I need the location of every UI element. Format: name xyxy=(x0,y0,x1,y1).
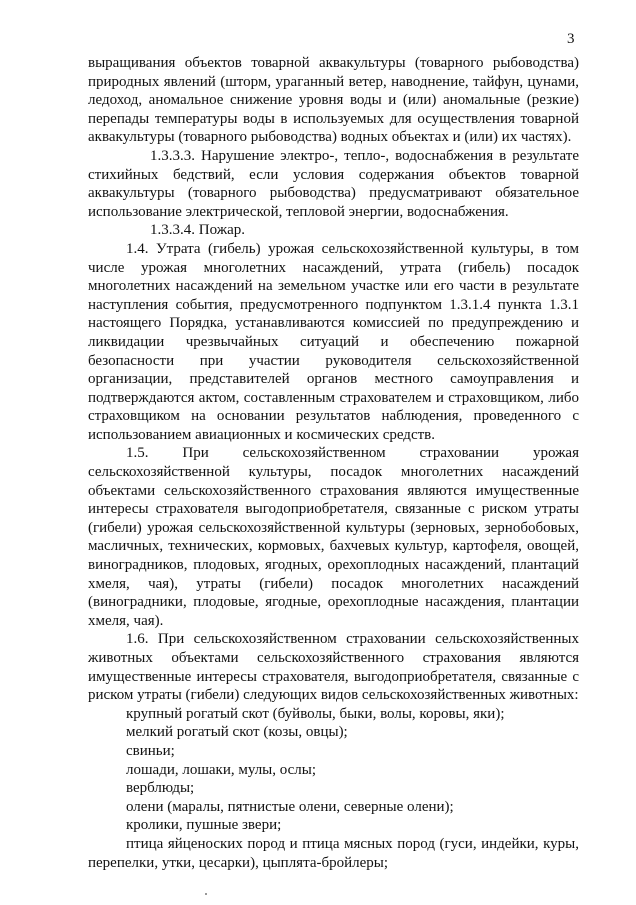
paragraph-1-3-3-4: 1.3.3.4. Пожар. xyxy=(150,222,245,239)
paragraph-1-3-3-3: 1.3.3.3. Нарушение электро-, тепло-, водоснабжения в результате стихийных бедствий, если условия содержания объектов товарной аквакультуры (товарного рыбоводства) предусматривают обязательное использование электрической, тепловой энергии, водоснабжения. xyxy=(88,147,579,220)
animal-list xyxy=(88,705,579,872)
list-item: олени (маралы, пятнистые олени, северные олени); xyxy=(126,798,454,815)
paragraph-1-4: 1.4. Утрата (гибель) урожая сельскохозяйственной культуры, в том числе урожая многолетних насаждений, утрата (гибель) посадок многолетних насаждений на земельном участке или его части в результате наступления события, предусмотренного подпунктом 1.3.1.4 пункта 1.3.1 настоящего Порядка, устанавливаются комиссией по предупреждению и ликвидации чрезвычайных ситуаций и обеспечению пожарной безопасности при участии руководителя сельскохозяйственной организации, представителей органов местного самоуправления и подтверждаются актом, составленным страхователем и страховщиком, либо страховщиком на основании результатов наблюдения, проведенного с использованием авиационных и космических средств. xyxy=(88,240,579,443)
paragraph-continuation: выращивания объектов товарной аквакультуры (товарного рыбоводства) природных явлений (шторм, ураганный ветер, наводнение, тайфун, цунами, ледоход, аномальное снижение уровня воды и (или) аномальные (резкие) перепады температуры воды в используемых для осуществления товарной аквакультуры (товарного рыбоводства) водных объектах и (или) их частях). xyxy=(88,55,579,146)
list-item: верблюды; xyxy=(126,780,195,797)
list-item: мелкий рогатый скот (козы, овцы); xyxy=(126,724,348,741)
paragraph-1-5: 1.5. При сельскохозяйственном страховании урожая сельскохозяйственной культуры, посадок многолетних насаждений объектами сельскохозяйственного страхования являются имущественные интересы страхователя выгодоприобретателя, связанные с риском утраты (гибели) урожая сельскохозяйственной культуры (зерновых, зернобобовых, масличных, технических, кормовых, бахчевых культур, картофеля, овощей, виноградников, плодовых, ягодных, орехоплодных насаждений, плантаций хмеля, чая), утраты (гибели) посадок многолетних насаждений (виноградники, плодовые, ягодные, орехоплодные насаждения, плантации хмеля, чая). xyxy=(88,445,579,629)
list-item: лошади, лошаки, мулы, ослы; xyxy=(126,761,317,778)
list-item: птица яйценоских пород и птица мясных пород (гуси, индейки, куры, перепелки, утки, цесарки), цыплята-бройлеры; xyxy=(88,835,579,871)
paragraph-1-6: 1.6. При сельскохозяйственном страховании сельскохозяйственных животных объектами сельскохозяйственного страхования являются имущественные интересы страхователя, выгодоприобретателя, связанные с риском утраты (гибели) следующих видов сельскохозяйственных животных: xyxy=(88,631,579,704)
list-item: крупный рогатый скот (буйволы, быки, волы, коровы, яки); xyxy=(126,705,505,722)
list-item: кролики, пушные звери; xyxy=(126,817,282,834)
page-number: 3 xyxy=(567,31,575,47)
scan-artifact-dot xyxy=(205,893,207,895)
document-body xyxy=(88,54,579,872)
list-item: свиньи; xyxy=(126,742,175,759)
